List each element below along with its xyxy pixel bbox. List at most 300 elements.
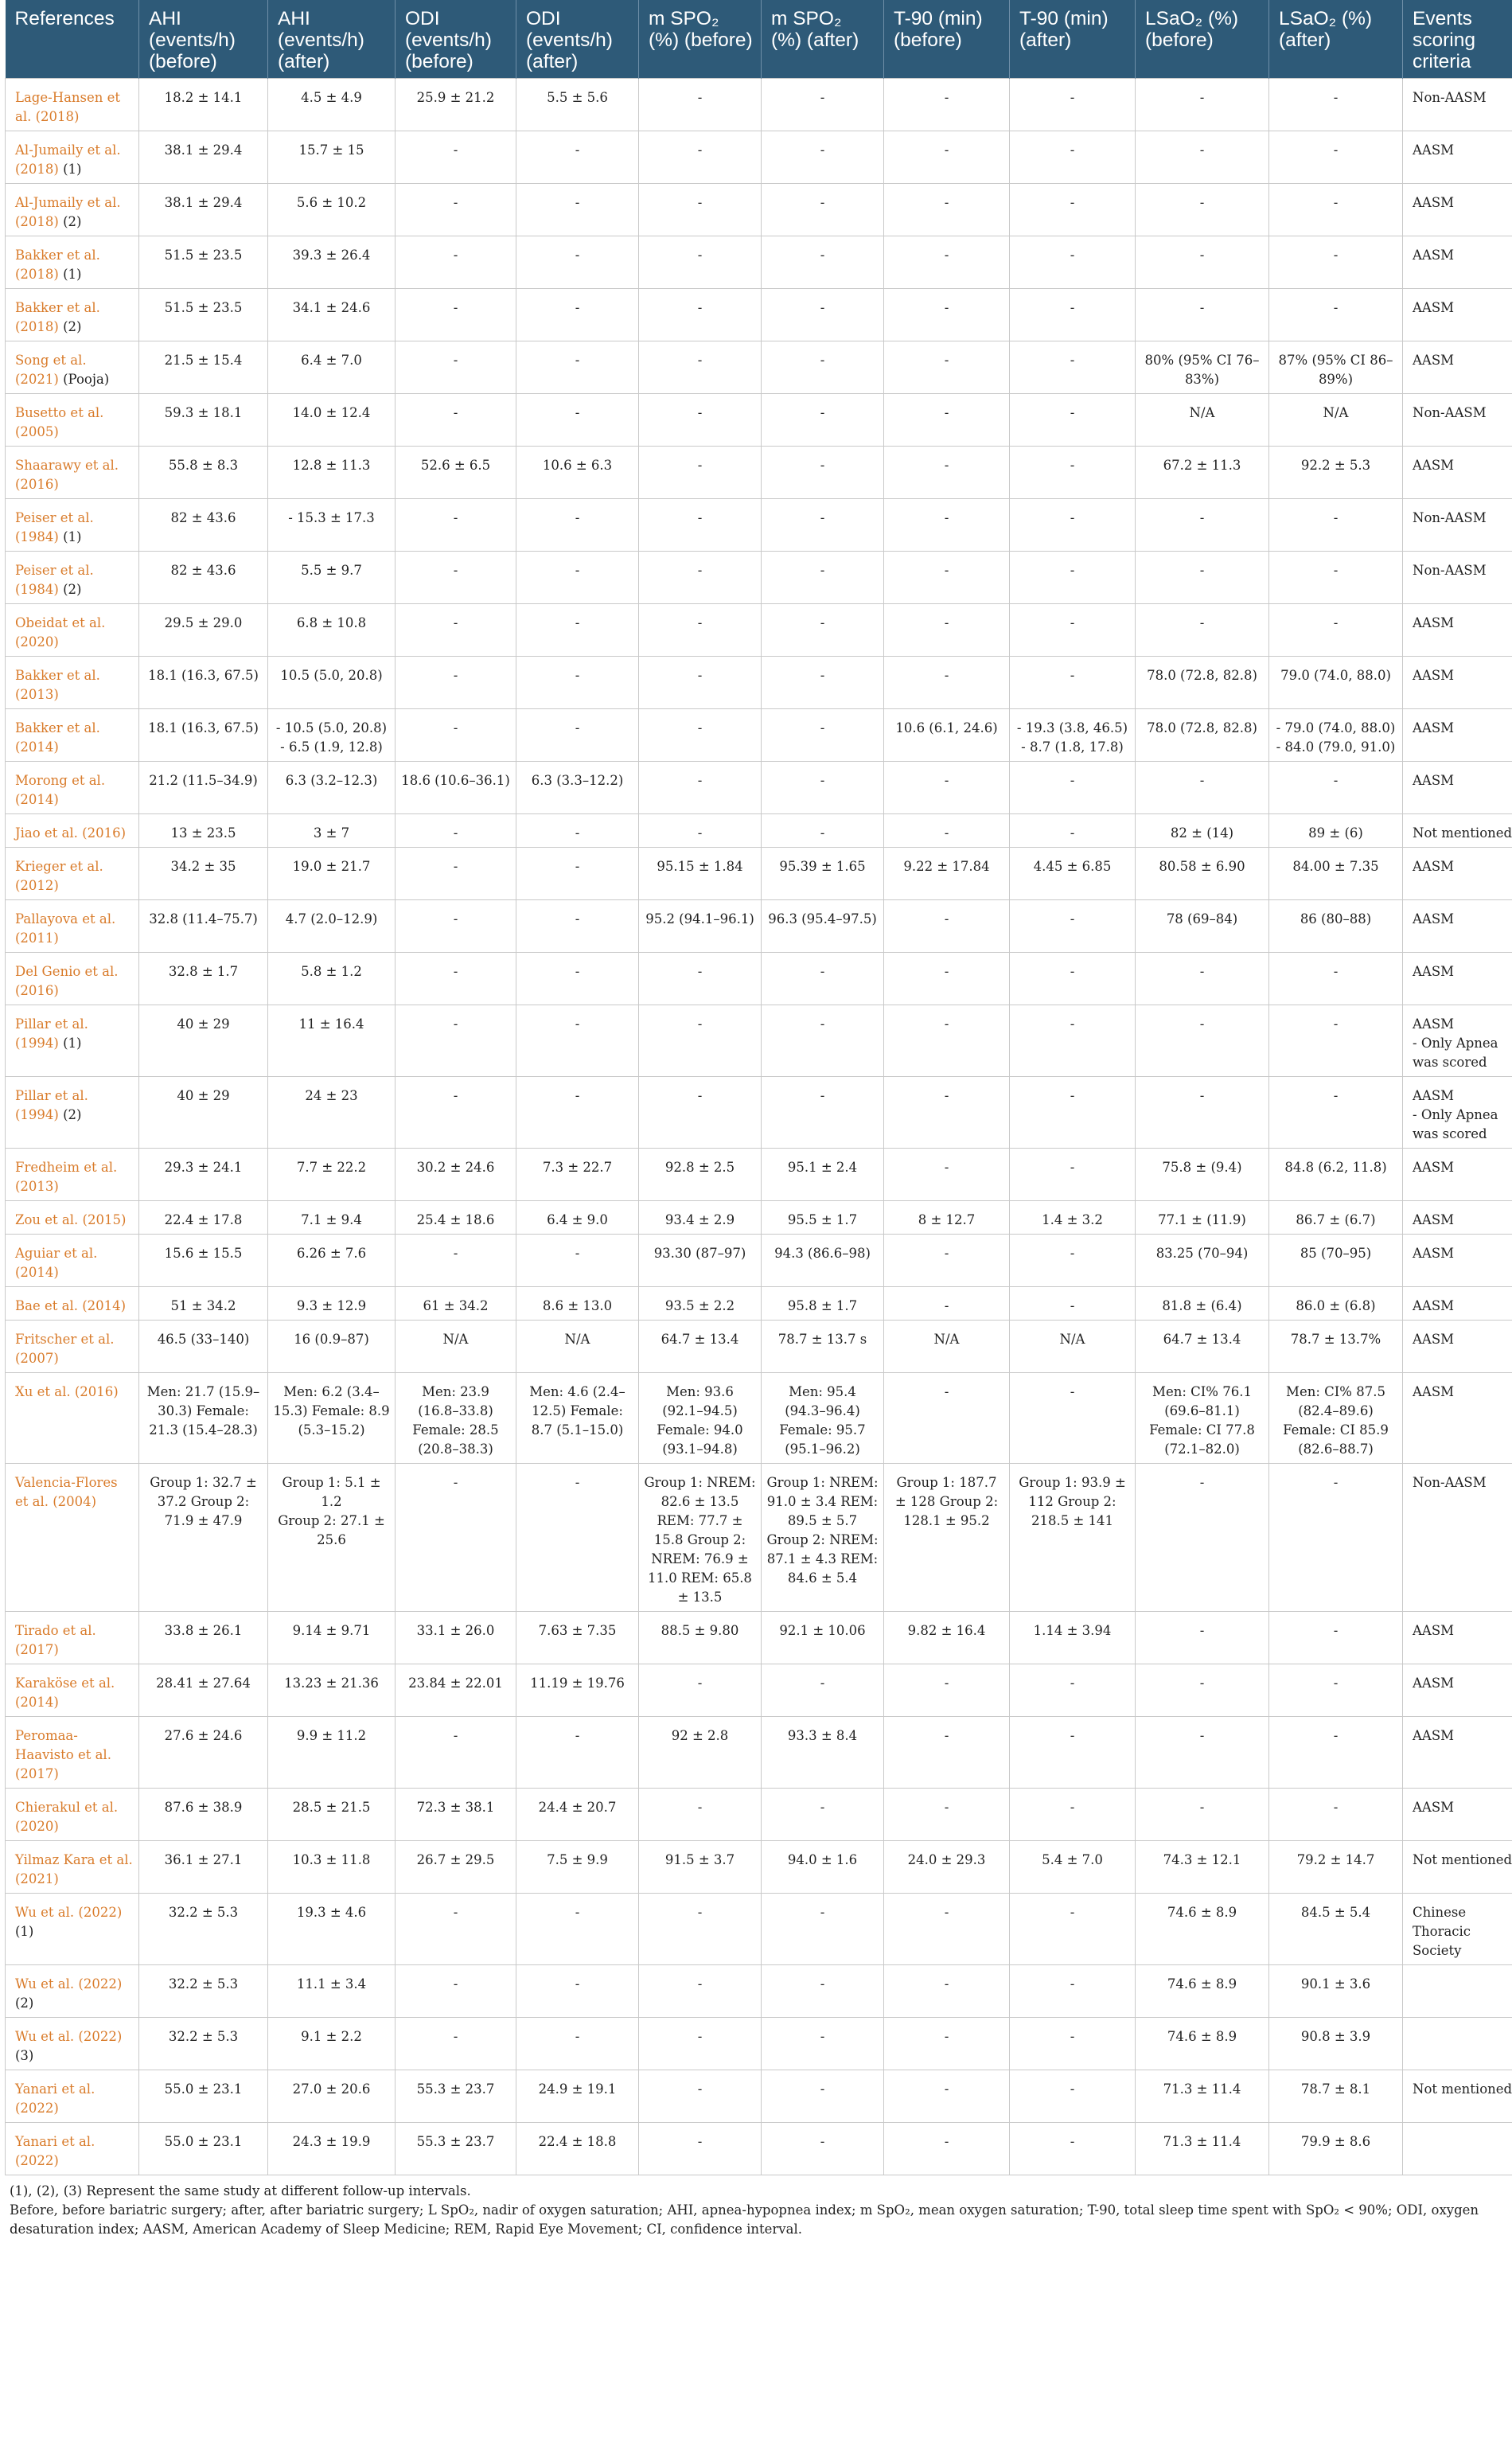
data-cell: -: [516, 1005, 639, 1077]
header-row: [6, 0, 1512, 79]
cell-line: AASM: [1413, 1016, 1455, 1032]
data-cell: Group 1: 32.7 ± 37.2 Group 2: 71.9 ± 47.9: [139, 1464, 268, 1612]
data-cell: -: [1269, 1664, 1403, 1717]
reference-link[interactable]: Aguiar et al. (2014): [15, 1246, 98, 1280]
data-cell: 95.2 (94.1–96.1): [639, 900, 762, 953]
data-cell: AASM: [1403, 289, 1512, 341]
data-cell: 24 ± 23: [268, 1077, 396, 1149]
data-cell: 90.8 ± 3.9: [1269, 2018, 1403, 2070]
data-cell: -: [1269, 79, 1403, 131]
table-row: [6, 341, 1512, 394]
data-cell: 9.82 ± 16.4: [884, 1612, 1010, 1664]
data-cell: -: [516, 604, 639, 657]
data-cell: -: [1010, 604, 1136, 657]
data-cell: -: [1136, 289, 1269, 341]
data-cell: 6.4 ± 7.0: [268, 341, 396, 394]
reference-suffix: (2): [15, 1996, 34, 2011]
cell-line: - 6.5 (1.9, 12.8): [280, 739, 383, 755]
data-cell: 3 ± 7: [268, 814, 396, 848]
table-row: [6, 131, 1512, 184]
data-cell: AASM: [1403, 1201, 1512, 1235]
reference-link[interactable]: Bae et al. (2014): [15, 1298, 127, 1313]
data-cell: N/A: [1136, 394, 1269, 447]
data-cell: 84.5 ± 5.4: [1269, 1894, 1403, 1965]
data-cell: -: [1136, 131, 1269, 184]
table-row: [6, 2070, 1512, 2123]
data-cell: -: [884, 1235, 1010, 1287]
reference-cell: [6, 184, 139, 236]
reference-link[interactable]: Jiao et al. (2016): [15, 825, 127, 841]
data-cell: -: [884, 762, 1010, 814]
data-cell: [268, 709, 396, 762]
reference-link[interactable]: Yanari et al. (2022): [15, 2134, 95, 2168]
data-cell: AASM: [1403, 184, 1512, 236]
reference-link[interactable]: Lage-Hansen et al. (2018): [15, 90, 121, 124]
data-cell: -: [762, 1789, 884, 1841]
data-cell: 92 ± 2.8: [639, 1717, 762, 1789]
data-cell: 4.45 ± 6.85: [1010, 848, 1136, 900]
reference-cell: [6, 1201, 139, 1235]
data-cell: 87% (95% CI 86–89%): [1269, 341, 1403, 394]
data-cell: -: [884, 2123, 1010, 2175]
data-cell: -: [884, 1287, 1010, 1321]
data-cell: 74.6 ± 8.9: [1136, 1965, 1269, 2018]
data-cell: 7.1 ± 9.4: [268, 1201, 396, 1235]
data-cell: -: [396, 1235, 516, 1287]
data-cell: 94.3 (86.6–98): [762, 1235, 884, 1287]
data-cell: 10.6 (6.1, 24.6): [884, 709, 1010, 762]
data-cell: Not mentioned: [1403, 2070, 1512, 2123]
data-cell: -: [516, 1965, 639, 2018]
reference-link[interactable]: Bakker et al. (2014): [15, 720, 100, 755]
data-cell: 34.1 ± 24.6: [268, 289, 396, 341]
data-cell: 59.3 ± 18.1: [139, 394, 268, 447]
column-header: Events scoring criteria: [1403, 0, 1512, 79]
data-cell: -: [396, 499, 516, 552]
data-cell: AASM: [1403, 1287, 1512, 1321]
table-row: [6, 499, 1512, 552]
reference-suffix: (3): [15, 2048, 34, 2063]
table-row: [6, 2123, 1512, 2175]
data-cell: -: [1010, 1965, 1136, 2018]
table-row: [6, 1321, 1512, 1373]
data-cell: -: [639, 79, 762, 131]
data-cell: -: [884, 341, 1010, 394]
data-cell: 5.4 ± 7.0: [1010, 1841, 1136, 1894]
data-cell: 93.4 ± 2.9: [639, 1201, 762, 1235]
data-cell: N/A: [1269, 394, 1403, 447]
reference-cell: [6, 1717, 139, 1789]
data-cell: 88.5 ± 9.80: [639, 1612, 762, 1664]
data-cell: [1403, 2018, 1512, 2070]
data-cell: 24.3 ± 19.9: [268, 2123, 396, 2175]
reference-cell: [6, 709, 139, 762]
table-row: [6, 1894, 1512, 1965]
data-cell: -: [1136, 762, 1269, 814]
data-cell: 61 ± 34.2: [396, 1287, 516, 1321]
data-cell: -: [1269, 1005, 1403, 1077]
data-cell: 18.1 (16.3, 67.5): [139, 709, 268, 762]
data-cell: Not mentioned: [1403, 1841, 1512, 1894]
data-cell: -: [396, 552, 516, 604]
reference-link[interactable]: Xu et al. (2016): [15, 1384, 119, 1399]
data-cell: -: [396, 1965, 516, 2018]
reference-link[interactable]: Zou et al. (2015): [15, 1212, 127, 1227]
reference-cell: [6, 2070, 139, 2123]
data-cell: 10.5 (5.0, 20.8): [268, 657, 396, 709]
reference-link[interactable]: Al-Jumaily et al. (2018): [15, 195, 121, 229]
reference-link[interactable]: Morong et al. (2014): [15, 773, 106, 807]
data-cell: -: [516, 552, 639, 604]
reference-link[interactable]: Karaköse et al. (2014): [15, 1676, 115, 1710]
data-cell: 74.3 ± 12.1: [1136, 1841, 1269, 1894]
table-row: [6, 1965, 1512, 2018]
data-cell: -: [516, 499, 639, 552]
data-cell: 90.1 ± 3.6: [1269, 1965, 1403, 2018]
cell-line: - Only Apnea was scored: [1413, 1036, 1498, 1070]
data-cell: -: [1136, 1077, 1269, 1149]
data-cell: AASM: [1403, 657, 1512, 709]
table-row: [6, 1612, 1512, 1664]
data-cell: -: [516, 236, 639, 289]
data-cell: 95.39 ± 1.65: [762, 848, 884, 900]
data-cell: -: [516, 848, 639, 900]
reference-link[interactable]: Del Genio et al. (2016): [15, 964, 119, 998]
data-cell: 16 (0.9–87): [268, 1321, 396, 1373]
reference-link[interactable]: Valencia-Flores et al. (2004): [15, 1475, 118, 1509]
reference-link[interactable]: Shaarawy et al. (2016): [15, 458, 119, 492]
reference-link[interactable]: Pillar et al. (1994): [15, 1088, 88, 1122]
data-cell: -: [396, 341, 516, 394]
data-cell: 10.3 ± 11.8: [268, 1841, 396, 1894]
footnote-line: Before, before bariatric surgery; after, after bariatric surgery; L SpO₂, nadir of oxygen saturation; AHI, apnea-hypopnea index; m SpO₂, mean oxygen saturation; T-90, total sleep time spent with SpO₂ < 90%; ODI, oxygen desaturation index; AASM, American Academy of Sleep Medicine; REM, Rapid Eye Movement; CI, confidence interval.: [10, 2202, 1479, 2237]
table-body: [6, 79, 1512, 2175]
data-cell: -: [1010, 394, 1136, 447]
reference-link[interactable]: Pallayova et al. (2011): [15, 911, 116, 946]
cell-line: - Only Apnea was scored: [1413, 1107, 1498, 1141]
reference-link[interactable]: Krieger et al. (2012): [15, 859, 103, 893]
table-row: [6, 1717, 1512, 1789]
data-cell: N/A: [1010, 1321, 1136, 1373]
data-cell: -: [516, 1235, 639, 1287]
reference-link[interactable]: Wu et al. (2022): [15, 1976, 123, 1992]
reference-suffix: (2): [58, 214, 82, 229]
data-cell: N/A: [884, 1321, 1010, 1373]
data-cell: -: [1010, 79, 1136, 131]
reference-link[interactable]: Chierakul et al. (2020): [15, 1800, 119, 1834]
data-cell: 15.7 ± 15: [268, 131, 396, 184]
data-cell: Group 1: NREM: 91.0 ± 3.4 REM: 89.5 ± 5.7 Group 2: NREM: 87.1 ± 4.3 REM: 84.6 ± 5.4: [762, 1464, 884, 1612]
data-cell: 33.8 ± 26.1: [139, 1612, 268, 1664]
data-cell: -: [639, 184, 762, 236]
table-row: [6, 814, 1512, 848]
data-cell: Men: 6.2 (3.4–15.3) Female: 8.9 (5.3–15.2): [268, 1373, 396, 1464]
data-cell: 55.3 ± 23.7: [396, 2070, 516, 2123]
data-cell: -: [884, 499, 1010, 552]
data-cell: 91.5 ± 3.7: [639, 1841, 762, 1894]
data-cell: -: [516, 1717, 639, 1789]
data-cell: 30.2 ± 24.6: [396, 1149, 516, 1201]
data-cell: -: [762, 184, 884, 236]
reference-suffix: (1): [58, 529, 82, 544]
data-cell: 78.7 ± 13.7 s: [762, 1321, 884, 1373]
data-cell: -: [884, 604, 1010, 657]
data-cell: 24.0 ± 29.3: [884, 1841, 1010, 1894]
data-cell: 32.2 ± 5.3: [139, 2018, 268, 2070]
data-cell: 51 ± 34.2: [139, 1287, 268, 1321]
data-cell: 22.4 ± 17.8: [139, 1201, 268, 1235]
data-cell: -: [1010, 2018, 1136, 2070]
data-cell: Men: 21.7 (15.9–30.3) Female: 21.3 (15.4–28.3): [139, 1373, 268, 1464]
data-cell: -: [1136, 953, 1269, 1005]
table-row: [6, 1005, 1512, 1077]
data-cell: 21.5 ± 15.4: [139, 341, 268, 394]
data-cell: -: [1269, 289, 1403, 341]
data-cell: 28.5 ± 21.5: [268, 1789, 396, 1841]
data-cell: 6.3 (3.3–12.2): [516, 762, 639, 814]
reference-link[interactable]: Fredheim et al. (2013): [15, 1160, 118, 1194]
data-cell: -: [884, 814, 1010, 848]
data-cell: -: [396, 2018, 516, 2070]
data-cell: 6.3 (3.2–12.3): [268, 762, 396, 814]
table-row: [6, 900, 1512, 953]
data-cell: N/A: [516, 1321, 639, 1373]
data-cell: -: [884, 1965, 1010, 2018]
data-cell: 95.15 ± 1.84: [639, 848, 762, 900]
reference-link[interactable]: Wu et al. (2022): [15, 2029, 123, 2044]
data-cell: Men: 23.9 (16.8–33.8) Female: 28.5 (20.8–38.3): [396, 1373, 516, 1464]
table-row: [6, 1235, 1512, 1287]
data-cell: 5.6 ± 10.2: [268, 184, 396, 236]
data-cell: 78 (69–84): [1136, 900, 1269, 953]
data-cell: 92.1 ± 10.06: [762, 1612, 884, 1664]
data-cell: [1403, 1077, 1512, 1149]
data-cell: -: [762, 341, 884, 394]
data-cell: 26.7 ± 29.5: [396, 1841, 516, 1894]
data-cell: 95.1 ± 2.4: [762, 1149, 884, 1201]
data-cell: -: [762, 762, 884, 814]
data-cell: 1.4 ± 3.2: [1010, 1201, 1136, 1235]
data-cell: 11.1 ± 3.4: [268, 1965, 396, 2018]
reference-link[interactable]: Busetto et al. (2005): [15, 405, 104, 439]
data-cell: 32.8 ± 1.7: [139, 953, 268, 1005]
data-cell: -: [884, 1717, 1010, 1789]
data-cell: 51.5 ± 23.5: [139, 236, 268, 289]
table-header: [6, 0, 1512, 79]
data-cell: 82 ± 43.6: [139, 499, 268, 552]
reference-link[interactable]: Pillar et al. (1994): [15, 1016, 88, 1051]
table-row: [6, 1287, 1512, 1321]
data-cell: -: [1010, 131, 1136, 184]
data-cell: 28.41 ± 27.64: [139, 1664, 268, 1717]
data-cell: AASM: [1403, 900, 1512, 953]
data-cell: Men: 93.6 (92.1–94.5) Female: 94.0 (93.1–94.8): [639, 1373, 762, 1464]
data-cell: 9.14 ± 9.71: [268, 1612, 396, 1664]
data-cell: -: [884, 447, 1010, 499]
data-cell: -: [639, 341, 762, 394]
data-cell: -: [1010, 1005, 1136, 1077]
reference-cell: [6, 1373, 139, 1464]
data-cell: 55.3 ± 23.7: [396, 2123, 516, 2175]
data-cell: -: [639, 447, 762, 499]
data-cell: -: [639, 131, 762, 184]
data-cell: 55.0 ± 23.1: [139, 2070, 268, 2123]
data-cell: -: [884, 1373, 1010, 1464]
data-cell: 93.3 ± 8.4: [762, 1717, 884, 1789]
column-header: m SPO₂ (%) (after): [762, 0, 884, 79]
data-cell: 74.6 ± 8.9: [1136, 1894, 1269, 1965]
data-cell: 83.25 (70–94): [1136, 1235, 1269, 1287]
data-cell: -: [396, 848, 516, 900]
data-cell: 95.5 ± 1.7: [762, 1201, 884, 1235]
data-cell: 55.0 ± 23.1: [139, 2123, 268, 2175]
data-cell: -: [884, 289, 1010, 341]
data-cell: -: [516, 709, 639, 762]
column-header: T-90 (min) (before): [884, 0, 1010, 79]
reference-link[interactable]: Peromaa-Haavisto et al. (2017): [15, 1728, 111, 1781]
data-cell: 38.1 ± 29.4: [139, 131, 268, 184]
data-cell: -: [1269, 1717, 1403, 1789]
data-cell: -: [1010, 236, 1136, 289]
data-cell: -: [396, 131, 516, 184]
cell-line: Group 1: 5.1 ± 1.2: [282, 1475, 381, 1509]
data-cell: AASM: [1403, 341, 1512, 394]
data-cell: [1403, 1965, 1512, 2018]
table-row: [6, 657, 1512, 709]
reference-cell: [6, 1077, 139, 1149]
reference-link[interactable]: Song et al. (2021): [15, 353, 87, 387]
data-cell: 9.3 ± 12.9: [268, 1287, 396, 1321]
reference-link[interactable]: Bakker et al. (2018): [15, 248, 100, 282]
data-cell: -: [639, 762, 762, 814]
reference-cell: [6, 289, 139, 341]
data-cell: -: [639, 709, 762, 762]
data-cell: 7.5 ± 9.9: [516, 1841, 639, 1894]
data-cell: [1269, 709, 1403, 762]
data-cell: -: [1269, 184, 1403, 236]
data-cell: Chinese Thoracic Society: [1403, 1894, 1512, 1965]
data-cell: 87.6 ± 38.9: [139, 1789, 268, 1841]
reference-link[interactable]: Wu et al. (2022): [15, 1905, 123, 1920]
data-cell: -: [639, 1894, 762, 1965]
reference-cell: [6, 1894, 139, 1965]
data-cell: AASM: [1403, 762, 1512, 814]
data-cell: -: [1136, 1005, 1269, 1077]
data-cell: -: [762, 131, 884, 184]
data-cell: -: [884, 900, 1010, 953]
reference-link[interactable]: Obeidat et al. (2020): [15, 615, 106, 650]
data-cell: 40 ± 29: [139, 1077, 268, 1149]
table-row: [6, 604, 1512, 657]
reference-cell: [6, 762, 139, 814]
reference-suffix: (2): [58, 582, 82, 597]
data-cell: -: [762, 657, 884, 709]
data-cell: -: [639, 1077, 762, 1149]
data-cell: Group 1: 187.7 ± 128 Group 2: 128.1 ± 95.2: [884, 1464, 1010, 1612]
data-cell: -: [1010, 1894, 1136, 1965]
data-cell: 11 ± 16.4: [268, 1005, 396, 1077]
reference-link[interactable]: Peiser et al. (1984): [15, 563, 94, 597]
data-cell: 94.0 ± 1.6: [762, 1841, 884, 1894]
table-row: [6, 1149, 1512, 1201]
reference-link[interactable]: Tirado et al. (2017): [15, 1623, 96, 1657]
reference-link[interactable]: Al-Jumaily et al. (2018): [15, 142, 121, 177]
data-cell: -: [762, 552, 884, 604]
data-cell: Group 1: NREM: 82.6 ± 13.5 REM: 77.7 ± 15.8 Group 2: NREM: 76.9 ± 11.0 REM: 65.8 ± 13.5: [639, 1464, 762, 1612]
data-cell: -: [639, 289, 762, 341]
table-row: [6, 1373, 1512, 1464]
data-cell: -: [396, 953, 516, 1005]
data-cell: 34.2 ± 35: [139, 848, 268, 900]
data-cell: -: [639, 604, 762, 657]
data-cell: 79.2 ± 14.7: [1269, 1841, 1403, 1894]
reference-link[interactable]: Bakker et al. (2018): [15, 300, 100, 334]
column-header: T-90 (min) (after): [1010, 0, 1136, 79]
data-cell: -: [1010, 1717, 1136, 1789]
table-row: [6, 709, 1512, 762]
data-cell: 67.2 ± 11.3: [1136, 447, 1269, 499]
data-cell: -: [884, 552, 1010, 604]
data-cell: -: [1010, 953, 1136, 1005]
data-cell: 14.0 ± 12.4: [268, 394, 396, 447]
data-cell: Non-AASM: [1403, 394, 1512, 447]
reference-link[interactable]: Yanari et al. (2022): [15, 2081, 95, 2116]
data-cell: -: [1010, 289, 1136, 341]
data-cell: -: [1010, 762, 1136, 814]
data-cell: -: [639, 953, 762, 1005]
data-cell: AASM: [1403, 131, 1512, 184]
data-cell: Non-AASM: [1403, 552, 1512, 604]
data-cell: -: [1136, 1717, 1269, 1789]
data-cell: 9.1 ± 2.2: [268, 2018, 396, 2070]
table-row: [6, 762, 1512, 814]
data-cell: -: [516, 657, 639, 709]
table-row: [6, 1841, 1512, 1894]
data-cell: -: [762, 1077, 884, 1149]
data-cell: -: [1010, 657, 1136, 709]
data-cell: Not mentioned: [1403, 814, 1512, 848]
data-cell: 79.0 (74.0, 88.0): [1269, 657, 1403, 709]
reference-cell: [6, 2018, 139, 2070]
data-cell: 89 ± (6): [1269, 814, 1403, 848]
cell-line: Group 2: 27.1 ± 25.6: [278, 1513, 385, 1547]
table-row: [6, 236, 1512, 289]
data-cell: -: [1136, 499, 1269, 552]
data-cell: -: [1136, 1464, 1269, 1612]
data-cell: -: [762, 289, 884, 341]
data-cell: -: [1136, 1612, 1269, 1664]
data-cell: -: [639, 1965, 762, 2018]
data-cell: 29.5 ± 29.0: [139, 604, 268, 657]
data-cell: -: [516, 900, 639, 953]
reference-link[interactable]: Fritscher et al. (2007): [15, 1332, 115, 1366]
data-cell: 80% (95% CI 76–83%): [1136, 341, 1269, 394]
data-cell: [268, 1464, 396, 1612]
data-cell: 78.7 ± 8.1: [1269, 2070, 1403, 2123]
data-cell: -: [1010, 1287, 1136, 1321]
reference-cell: [6, 1789, 139, 1841]
data-cell: 95.8 ± 1.7: [762, 1287, 884, 1321]
reference-cell: [6, 657, 139, 709]
reference-link[interactable]: Yilmaz Kara et al. (2021): [15, 1852, 133, 1886]
data-cell: Men: CI% 87.5 (82.4–89.6) Female: CI 85.9 (82.6–88.7): [1269, 1373, 1403, 1464]
data-cell: 6.8 ± 10.8: [268, 604, 396, 657]
data-cell: -: [396, 289, 516, 341]
data-cell: 1.14 ± 3.94: [1010, 1612, 1136, 1664]
data-cell: -: [639, 2123, 762, 2175]
reference-link[interactable]: Bakker et al. (2013): [15, 668, 100, 702]
reference-link[interactable]: Peiser et al. (1984): [15, 510, 94, 544]
